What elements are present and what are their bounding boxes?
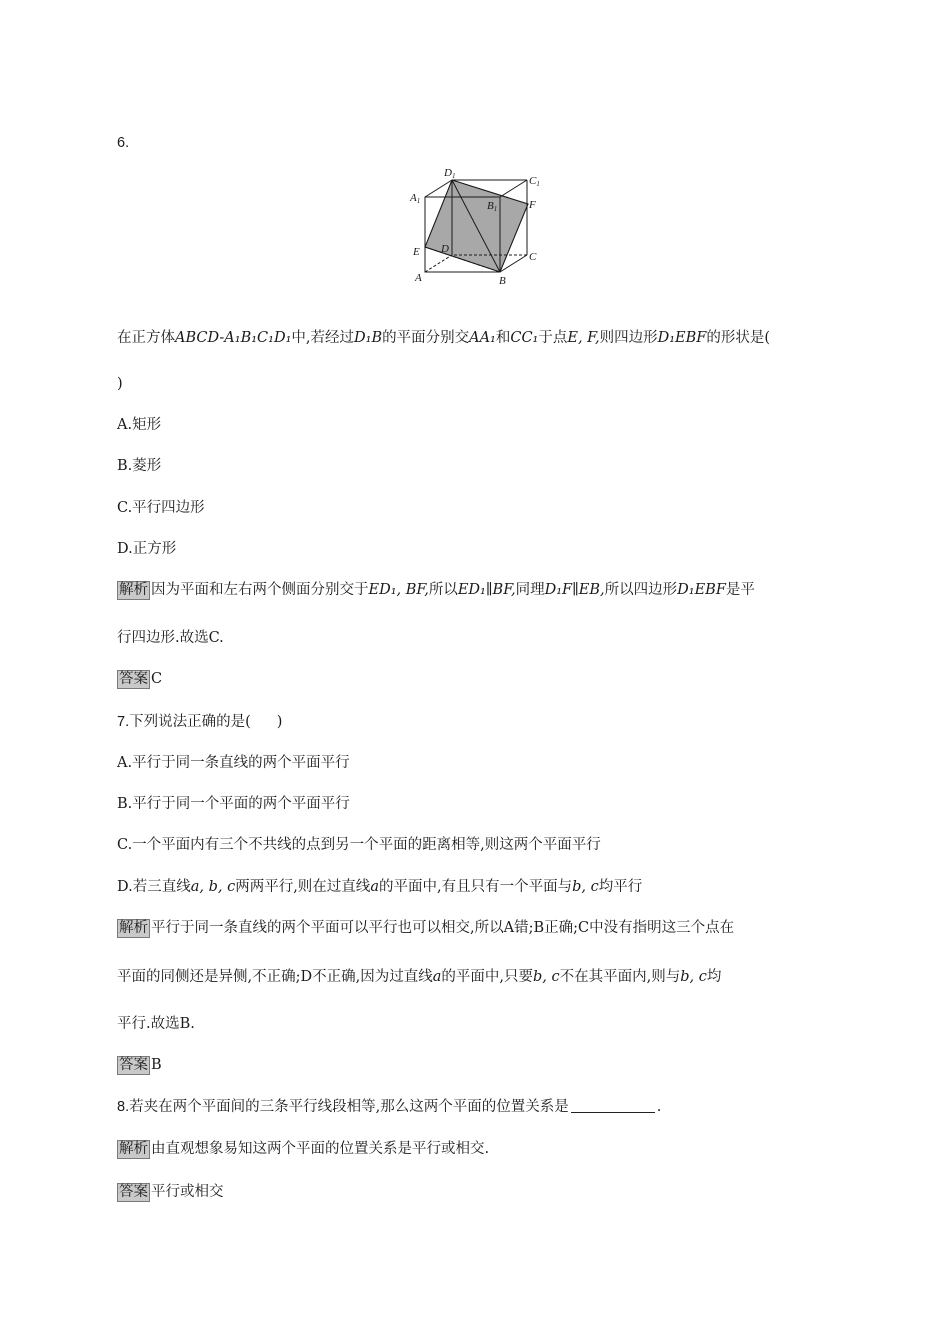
answer-tag: 答案 [119,671,148,687]
q6-analysis-cont: 行四边形.故选C. [117,630,224,646]
label-d: D [441,243,449,255]
answer-tag: 答案 [119,1184,148,1200]
q7-option-a: A.平行于同一条直线的两个平面平行 [117,755,350,771]
q7-option-c: C.一个平面内有三个不共线的点到另一个平面的距离相等,则这两个平面平行 [117,837,601,853]
label-c: C [529,251,537,263]
q6-option-c: C.平行四边形 [117,500,205,516]
q6-number: 6. [117,135,130,151]
q6-stem-close: ) [117,376,123,392]
answer-blank [571,1098,655,1113]
q8-stem: 8.若夹在两个平面间的三条平行线段相等,那么这两个平面的位置关系是 . [117,1099,662,1115]
cube-figure [405,162,555,287]
analysis-tag: 解析 [119,1141,148,1157]
label-b: B [499,275,506,287]
answer-tag: 答案 [119,1057,148,1073]
label-b1: B1 [487,200,498,213]
q7-option-b: B.平行于同一个平面的两个平面平行 [117,796,350,812]
analysis-tag: 解析 [119,920,148,936]
q7-stem: 7.下列说法正确的是( ) [117,714,283,730]
q8-analysis: 解析 由直观想象易知这两个平面的位置关系是平行或相交. [119,1141,490,1157]
q6-analysis: 解析 因为平面和左右两个侧面分别交于ED₁, BF,所以ED₁∥BF,同理D₁F∥EB,所以四边形D₁EBF是平 [119,582,755,598]
label-a: A [415,272,422,284]
label-c1: C1 [529,175,540,188]
analysis-tag: 解析 [119,582,148,598]
q7-answer: 答案 B [119,1057,162,1073]
q7-analysis-end: 平行.故选B. [117,1016,195,1032]
label-d1: D1 [444,167,456,180]
q6-option-a: A.矩形 [117,417,162,433]
q6-stem: 在正方体ABCD-A₁B₁C₁D₁中,若经过D₁B的平面分别交AA₁和CC₁于点E, F,则四边形D₁EBF的形状是( [117,330,771,346]
label-e: E [413,246,420,258]
q6-answer: 答案 C [119,671,163,687]
q6-option-b: B.菱形 [117,458,162,474]
label-f: F [529,199,536,211]
q8-answer: 答案 平行或相交 [119,1184,224,1200]
q7-analysis: 解析 平行于同一条直线的两个平面可以平行也可以相交,所以A错;B正确;C中没有指明这三个点在 [119,920,735,936]
q7-option-d: D.若三直线a, b, c两两平行,则在过直线a的平面中,有且只有一个平面与b, c均平行 [117,879,643,895]
label-a1: A1 [410,192,421,205]
q7-analysis-cont: 平面的同侧还是异侧,不正确;D不正确,因为过直线a的平面中,只要b, c不在其平面内,则与b, c均 [117,969,722,985]
q6-option-d: D.正方形 [117,541,177,557]
